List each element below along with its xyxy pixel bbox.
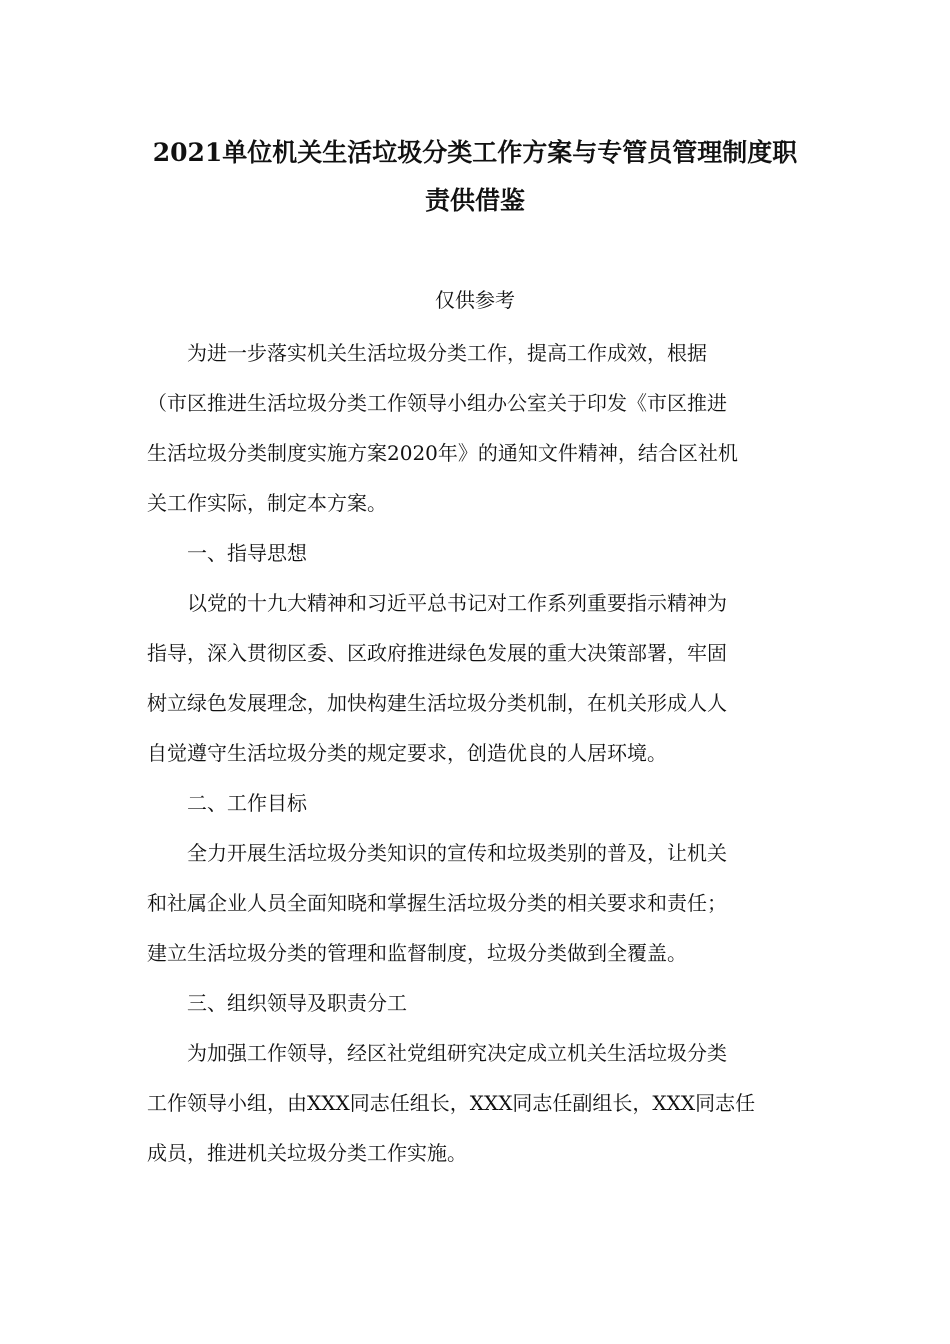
organization-line-2: 工作领导小组，由XXX同志任组长，XXX同志任副组长，XXX同志任 bbox=[147, 1091, 756, 1115]
reference-note: 仅供参考 bbox=[435, 288, 515, 312]
guiding-ideology-line-3: 树立绿色发展理念，加快构建生活垃圾分类机制，在机关形成人人 bbox=[147, 691, 727, 715]
section-heading-work-goals: 二、工作目标 bbox=[147, 791, 307, 815]
intro-line-4: 关工作实际，制定本方案。 bbox=[147, 491, 387, 515]
intro-line-2: （市区推进生活垃圾分类工作领导小组办公室关于印发《市区推进 bbox=[147, 391, 727, 415]
intro-line-3: 生活垃圾分类制度实施方案2020年》的通知文件精神，结合区社机 bbox=[147, 441, 738, 465]
intro-line-1: 为进一步落实机关生活垃圾分类工作，提高工作成效，根据 bbox=[147, 341, 707, 365]
document-title-line-2: 责供借鉴 bbox=[424, 186, 525, 215]
organization-line-3: 成员，推进机关垃圾分类工作实施。 bbox=[147, 1141, 467, 1165]
work-goals-line-1: 全力开展生活垃圾分类知识的宣传和垃圾类别的普及，让机关 bbox=[147, 841, 727, 865]
work-goals-line-3: 建立生活垃圾分类的管理和监督制度，垃圾分类做到全覆盖。 bbox=[147, 941, 687, 965]
guiding-ideology-line-4: 自觉遵守生活垃圾分类的规定要求，创造优良的人居环境。 bbox=[147, 741, 667, 765]
section-heading-organization: 三、组织领导及职责分工 bbox=[147, 991, 407, 1015]
organization-line-1: 为加强工作领导，经区社党组研究决定成立机关生活垃圾分类 bbox=[147, 1041, 727, 1065]
work-goals-line-2: 和社属企业人员全面知晓和掌握生活垃圾分类的相关要求和责任； bbox=[147, 891, 727, 915]
guiding-ideology-line-2: 指导，深入贯彻区委、区政府推进绿色发展的重大决策部署，牢固 bbox=[147, 641, 727, 665]
section-heading-guiding-ideology: 一、指导思想 bbox=[147, 541, 307, 565]
guiding-ideology-line-1: 以党的十九大精神和习近平总书记对工作系列重要指示精神为 bbox=[147, 591, 727, 615]
document-title-line-1: 2021单位机关生活垃圾分类工作方案与专管员管理制度职 bbox=[152, 138, 798, 167]
